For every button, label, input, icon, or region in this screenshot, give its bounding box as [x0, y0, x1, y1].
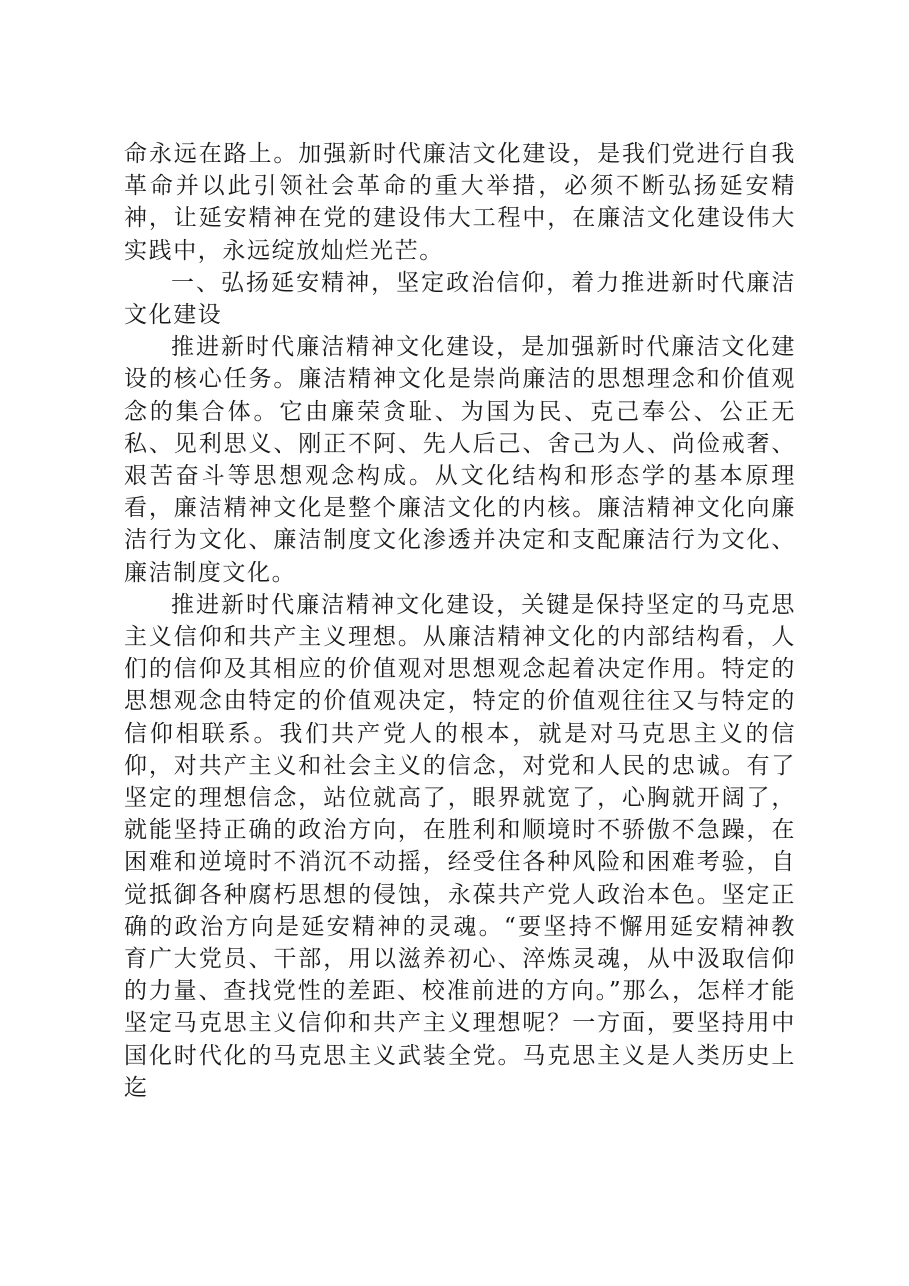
paragraph-key-belief: 推进新时代廉洁精神文化建设，关键是保持坚定的马克思主义信仰和共产主义理想。从廉洁精神文化的内部结构看，人们的信仰及其相应的价值观对思想观念起着决定作用。特定的思想观念由特定的价值观决定，特定的价值观往往又与特定的信仰相联系。我们共产党人的根本，就是对马克思主义的信仰，对共产主义和社会主义的信念，对党和人民的忠诚。有了坚定的理想信念，站位就高了，眼界就宽了，心胸就开阔了，就能坚持正确的政治方向，在胜利和顺境时不骄傲不急躁，在困难和逆境时不消沉不动摇，经受住各种风险和困难考验，自觉抵御各种腐朽思想的侵蚀，永葆共产党人政治本色。坚定正确的政治方向是延安精神的灵魂。“要坚持不懈用延安精神教育广大党员、干部，用以滋养初心、淬炼灵魂，从中汲取信仰的力量、查找党性的差距、校准前进的方向。”那么，怎样才能坚定马克思主义信仰和共产主义理想呢？一方面，要坚持用中国化时代化的马克思主义武装全党。马克思主义是人类历史上迄 — [124, 591, 796, 1101]
paragraph-core-task: 推进新时代廉洁精神文化建设，是加强新时代廉洁文化建设的核心任务。廉洁精神文化是崇尚廉洁的思想理念和价值观念的集合体。它由廉荣贪耻、为国为民、克己奉公、公正无私、见利思义、刚正不阿、先人后己、舍己为人、尚俭戒奢、艰苦奋斗等思想观念构成。从文化结构和形态学的基本原理看，廉洁精神文化是整个廉洁文化的内核。廉洁精神文化向廉洁行为文化、廉洁制度文化渗透并决定和支配廉洁行为文化、廉洁制度文化。 — [124, 334, 796, 586]
section-heading-1: 一、弘扬延安精神，坚定政治信仰，着力推进新时代廉洁文化建设 — [124, 269, 796, 329]
paragraph-intro-continuation: 命永远在路上。加强新时代廉洁文化建设，是我们党进行自我革命并以此引领社会革命的重大举措，必须不断弘扬延安精神，让延安精神在党的建设伟大工程中，在廉洁文化建设伟大实践中，永远绽放灿烂光芒。 — [124, 141, 796, 264]
document-body — [124, 138, 796, 1104]
